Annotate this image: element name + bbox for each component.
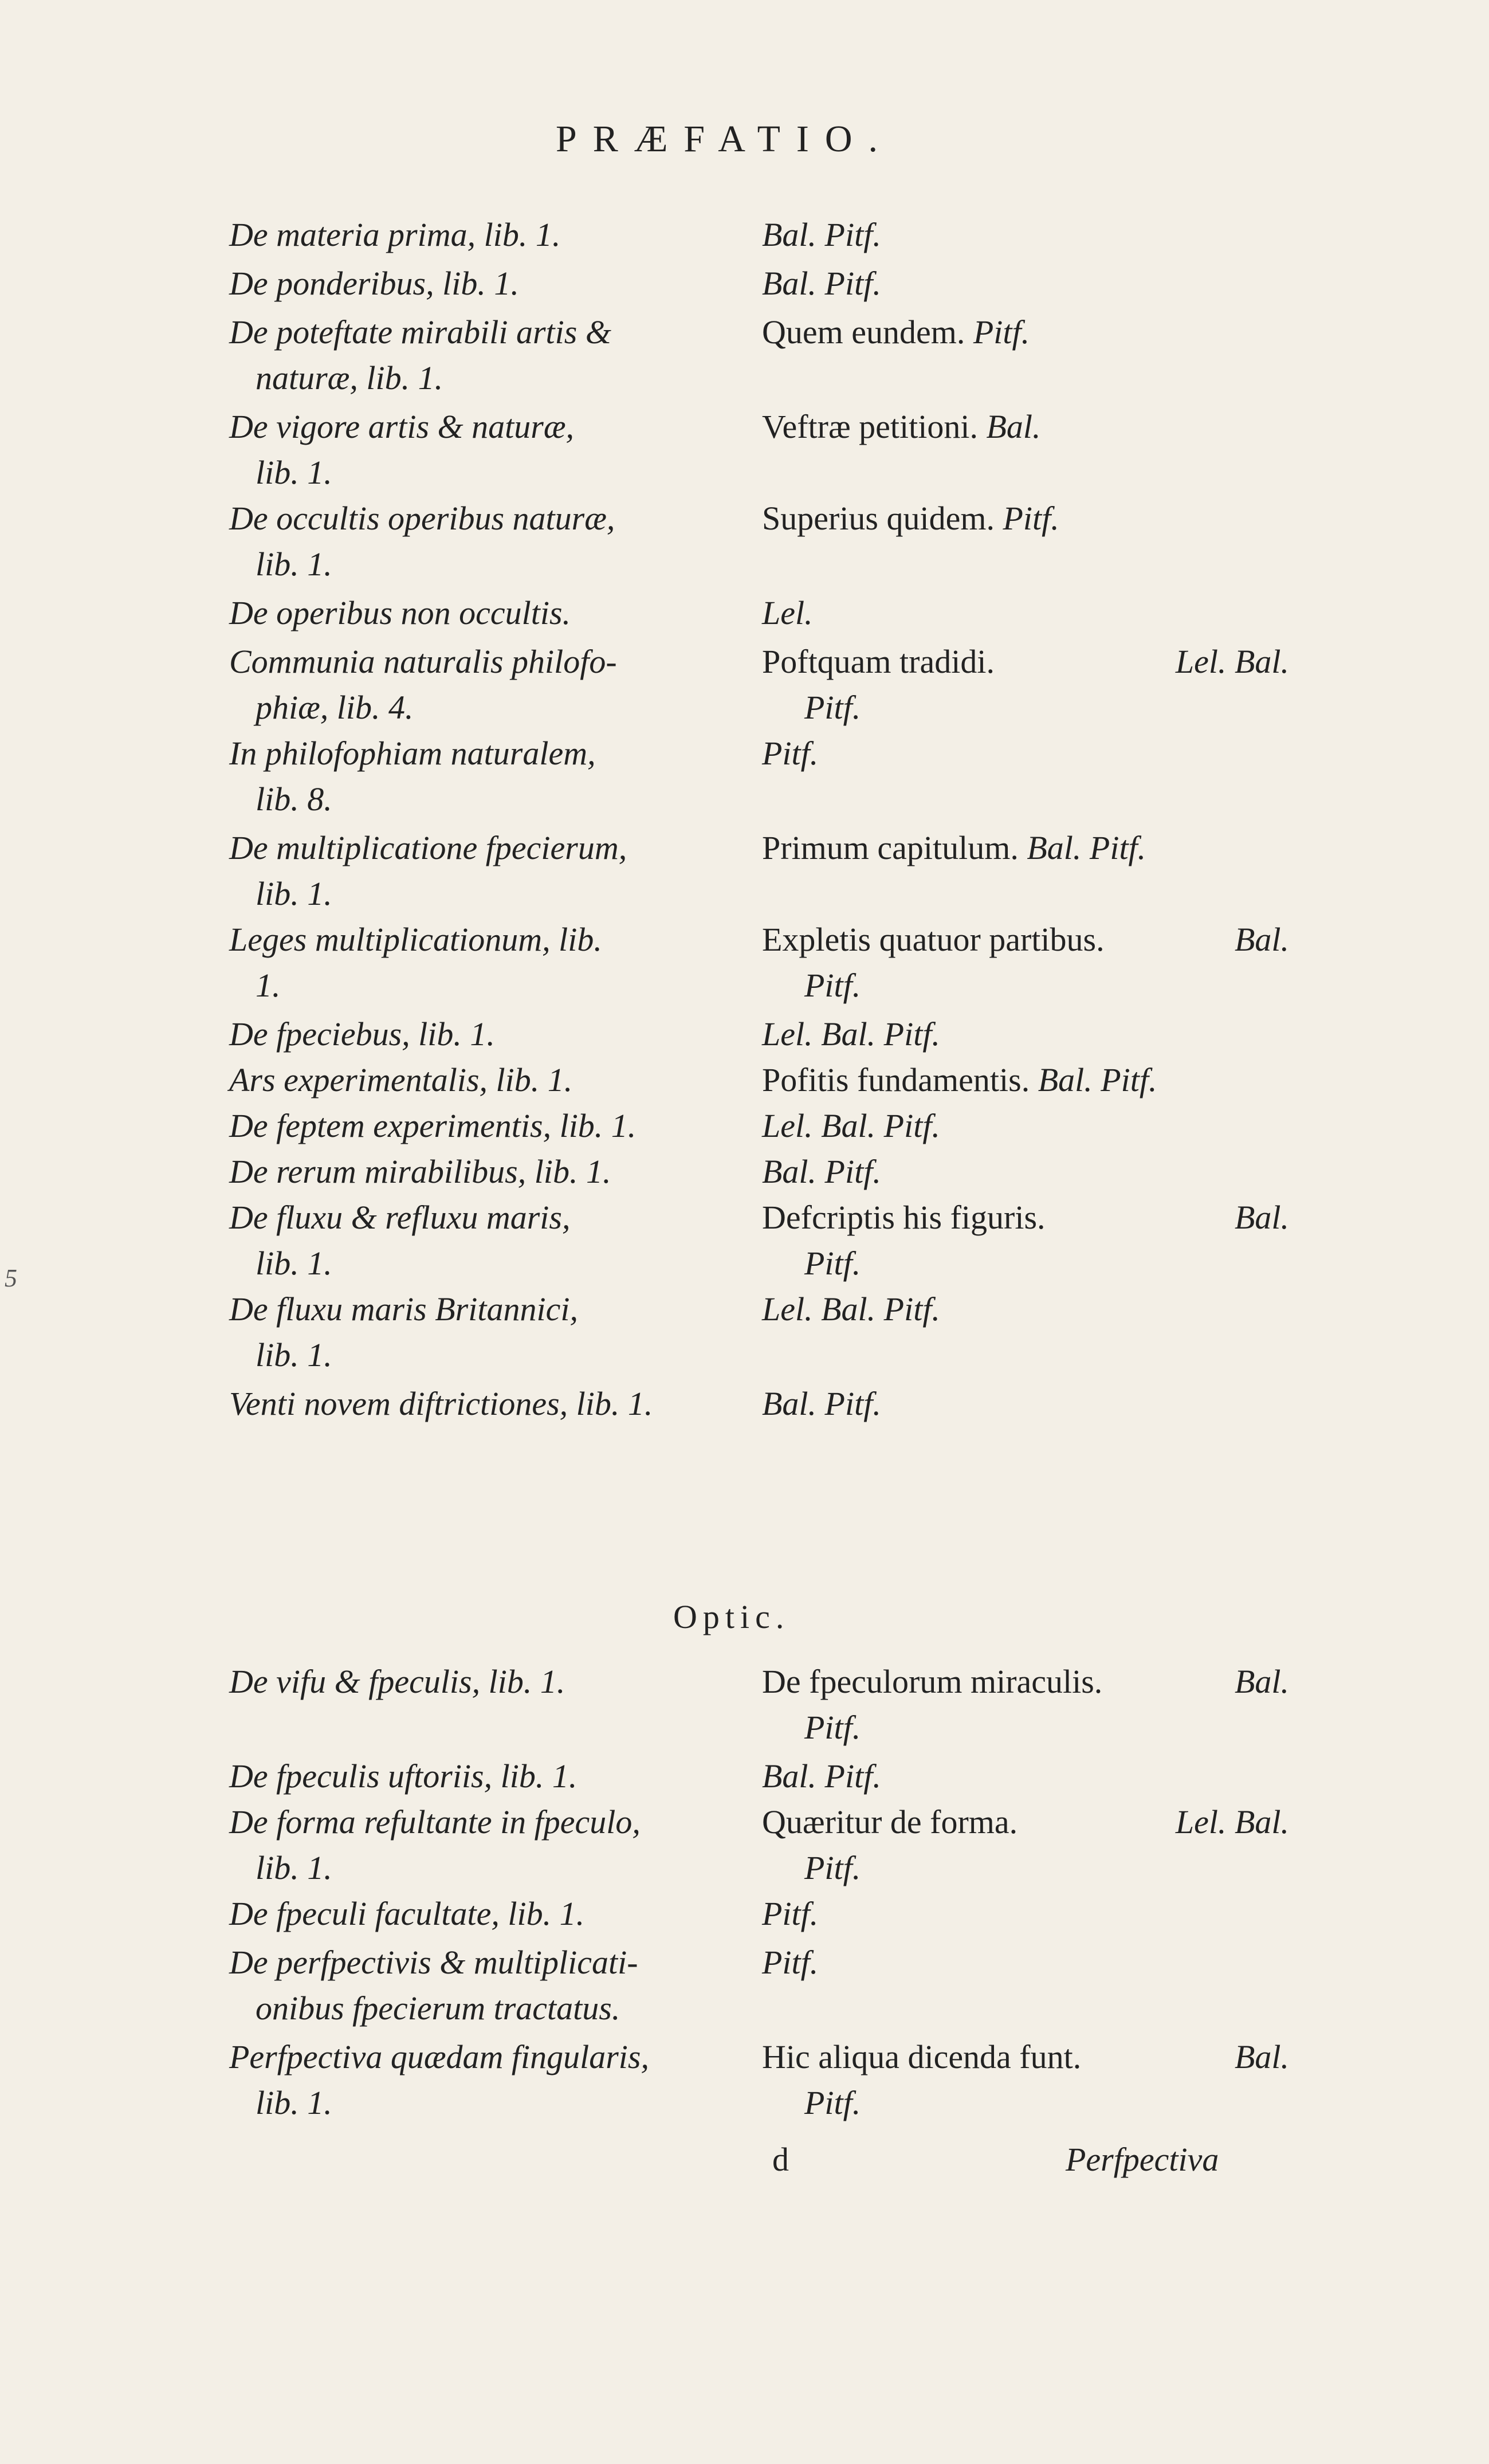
title-line: onibus fpecierum tractatus.: [256, 1990, 620, 2027]
source-refs-continued: Pitf.: [804, 1849, 861, 1886]
entry-title-10: [229, 917, 725, 1009]
page-header: PRÆFATIO.: [556, 118, 894, 160]
title-line: De materia prima, lib. 1.: [229, 216, 561, 253]
title-line: De ponderibus, lib. 1.: [229, 265, 519, 302]
incipit-text: De fpeculorum miraculis.: [762, 1663, 1103, 1700]
title-line: lib. 1.: [256, 1849, 332, 1886]
source-refs: Bal. Pitf.: [762, 216, 881, 253]
entry-incipit-12: [762, 1057, 1289, 1103]
title-line: lib. 1.: [256, 1245, 332, 1282]
source-refs-continued: Pitf.: [804, 2084, 861, 2121]
source-refs: Pitf.: [762, 1895, 819, 1932]
entry-incipit-15: [762, 1195, 1289, 1286]
entry-incipit-17: [762, 1381, 1289, 1427]
entry-incipit-6: [762, 590, 1289, 636]
source-refs: Lel.: [762, 594, 813, 631]
source-refs: Pitf.: [762, 735, 819, 772]
incipit-text: Veftræ petitioni.: [762, 408, 987, 445]
source-refs: Pitf.: [1003, 500, 1059, 537]
entry-title-6: [229, 590, 725, 636]
source-refs-continued: Pitf.: [804, 967, 861, 1004]
source-refs: Pitf.: [973, 313, 1030, 351]
source-refs: Bal. Pitf.: [1038, 1061, 1157, 1098]
title-line: De vigore artis & naturæ,: [229, 408, 575, 445]
optic-entry-title-6: [229, 2034, 725, 2126]
entry-incipit-5: [762, 496, 1289, 542]
incipit-text: Expletis quatuor partibus.: [762, 921, 1105, 958]
entry-title-14: [229, 1149, 725, 1195]
entry-title-2: [229, 261, 725, 307]
source-refs: Lel. Bal. Pitf.: [762, 1107, 940, 1144]
entry-incipit-7: [762, 639, 1289, 731]
entry-incipit-10: [762, 917, 1289, 1009]
entry-title-4: [229, 404, 725, 496]
source-refs: Pitf.: [762, 1944, 819, 1981]
source-refs: Bal.: [986, 408, 1041, 445]
entry-title-13: [229, 1103, 725, 1149]
incipit-text: Hic aliqua dicenda funt.: [762, 2038, 1082, 2075]
entry-incipit-4: [762, 404, 1289, 450]
title-line: De forma refultante in fpeculo,: [229, 1803, 641, 1841]
entry-title-15: [229, 1195, 725, 1286]
optic-entry-incipit-6: [762, 2034, 1289, 2126]
entry-title-17: [229, 1381, 725, 1427]
source-refs: Bal.: [1234, 1663, 1289, 1700]
entry-title-5: [229, 496, 725, 587]
title-line: De operibus non occultis.: [229, 594, 571, 631]
optic-entry-incipit-5: [762, 1940, 1289, 1986]
source-refs: Lel. Bal.: [1175, 643, 1289, 680]
title-line: Ars experimentalis, lib. 1.: [229, 1061, 573, 1098]
entry-title-1: [229, 212, 725, 258]
title-line: De multiplicatione fpecierum,: [229, 829, 627, 866]
entry-title-12: [229, 1057, 725, 1103]
entry-title-9: [229, 825, 725, 917]
entry-incipit-3: [762, 309, 1289, 355]
optic-entry-title-1: [229, 1659, 725, 1705]
source-refs-continued: Pitf.: [804, 1709, 861, 1746]
title-line: Venti novem diftrictiones, lib. 1.: [229, 1385, 653, 1422]
incipit-text: Poftquam tradidi.: [762, 643, 995, 680]
entry-title-3: [229, 309, 725, 401]
entry-incipit-9: [762, 825, 1289, 871]
source-refs-continued: Pitf.: [804, 689, 861, 726]
title-line: phiæ, lib. 4.: [256, 689, 414, 726]
title-line: Communia naturalis philofo-: [229, 643, 617, 680]
source-refs: Bal.: [1234, 1199, 1289, 1236]
source-refs: Bal. Pitf.: [762, 1153, 881, 1190]
entry-incipit-16: [762, 1286, 1289, 1332]
source-refs: Bal. Pitf.: [762, 1385, 881, 1422]
title-line: De fpeculi facultate, lib. 1.: [229, 1895, 585, 1932]
optic-entry-incipit-4: [762, 1891, 1289, 1937]
source-refs: Bal.: [1234, 2038, 1289, 2075]
entry-title-8: [229, 731, 725, 822]
source-refs: Lel. Bal. Pitf.: [762, 1015, 940, 1053]
source-refs-continued: Pitf.: [804, 1245, 861, 1282]
title-line: lib. 1.: [256, 1336, 332, 1374]
source-refs: Lel. Bal. Pitf.: [762, 1290, 940, 1328]
title-line: naturæ, lib. 1.: [256, 359, 443, 397]
entry-incipit-1: [762, 212, 1289, 258]
title-line: De rerum mirabilibus, lib. 1.: [229, 1153, 611, 1190]
title-line: De fpeculis uftoriis, lib. 1.: [229, 1757, 577, 1795]
title-line: De poteftate mirabili artis &: [229, 313, 611, 351]
margin-note: 5: [5, 1264, 17, 1292]
entry-title-11: [229, 1011, 725, 1057]
title-line: De feptem experimentis, lib. 1.: [229, 1107, 637, 1144]
title-line: 1.: [256, 967, 281, 1004]
catchword: Perfpectiva: [1066, 2141, 1219, 2178]
title-line: lib. 8.: [256, 780, 332, 818]
entry-title-16: [229, 1286, 725, 1378]
incipit-text: Defcriptis his figuris.: [762, 1199, 1046, 1236]
source-refs: Bal. Pitf.: [762, 1757, 881, 1795]
entry-incipit-8: [762, 731, 1289, 776]
title-line: lib. 1.: [256, 875, 332, 912]
optic-entry-incipit-2: [762, 1753, 1289, 1799]
title-line: De fpeciebus, lib. 1.: [229, 1015, 495, 1053]
title-line: In philofophiam naturalem,: [229, 735, 596, 772]
optic-entry-title-5: [229, 1940, 725, 2031]
entry-incipit-2: [762, 261, 1289, 307]
title-line: De occultis operibus naturæ,: [229, 500, 615, 537]
source-refs: Bal. Pitf.: [1027, 829, 1146, 866]
title-line: lib. 1.: [256, 454, 332, 491]
title-line: De fluxu & refluxu maris,: [229, 1199, 571, 1236]
incipit-text: Quem eundem.: [762, 313, 973, 351]
incipit-text: Primum capitulum.: [762, 829, 1027, 866]
entry-incipit-14: [762, 1149, 1289, 1195]
source-refs: Lel. Bal.: [1175, 1803, 1289, 1841]
entry-title-7: [229, 639, 725, 731]
title-line: Leges multiplicationum, lib.: [229, 921, 602, 958]
optic-entry-incipit-3: [762, 1799, 1289, 1891]
title-line: De fluxu maris Britannici,: [229, 1290, 578, 1328]
incipit-text: Quæritur de forma.: [762, 1803, 1018, 1841]
title-line: De perfpectivis & multiplicati-: [229, 1944, 638, 1981]
optic-entry-incipit-1: [762, 1659, 1289, 1751]
section-heading-optic: Optic.: [673, 1598, 790, 1635]
source-refs: Bal.: [1234, 921, 1289, 958]
entry-incipit-11: [762, 1011, 1289, 1057]
title-line: De vifu & fpeculis, lib. 1.: [229, 1663, 565, 1700]
optic-entry-title-3: [229, 1799, 725, 1891]
entry-incipit-13: [762, 1103, 1289, 1149]
title-line: Perfpectiva quædam fingularis,: [229, 2038, 649, 2075]
optic-entry-title-4: [229, 1891, 725, 1937]
title-line: lib. 1.: [256, 2084, 332, 2121]
incipit-text: Superius quidem.: [762, 500, 1003, 537]
source-refs: Bal. Pitf.: [762, 265, 881, 302]
incipit-text: Pofitis fundamentis.: [762, 1061, 1038, 1098]
signature-mark: d: [772, 2141, 789, 2178]
title-line: lib. 1.: [256, 546, 332, 583]
optic-entry-title-2: [229, 1753, 725, 1799]
